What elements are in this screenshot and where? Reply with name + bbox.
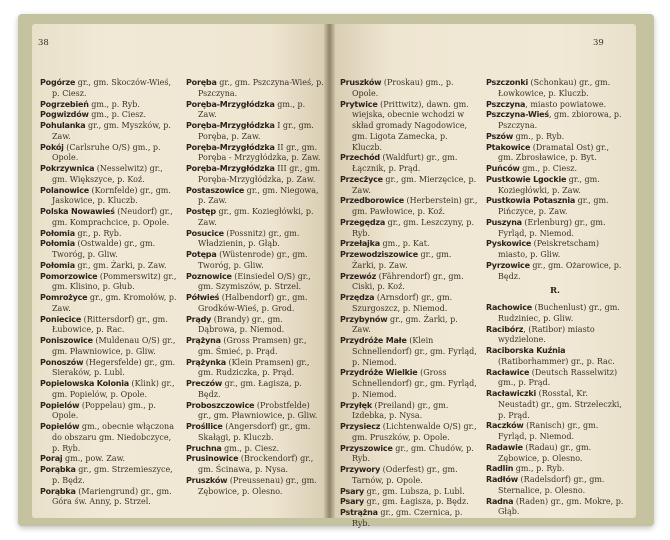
entry-name: Prusinowice <box>186 454 239 464</box>
column-2 <box>186 78 324 497</box>
entry-details: gr., gm. Skoczów-Wieś, p. Ciesz. <box>52 78 172 98</box>
entry-details: (Gross Schnellendorf) gr., gm. Fyrląd, p. Niemod. <box>352 368 477 399</box>
gazetteer-entry <box>186 336 324 358</box>
entry-name: Postęp <box>186 207 216 216</box>
gazetteer-entry <box>186 186 324 208</box>
gazetteer-entry <box>40 239 178 261</box>
gazetteer-entry <box>486 464 624 475</box>
entry-details: II gr., gm. Poręba - Mrzygłódzka, p. Zaw. <box>198 142 321 163</box>
gazetteer-entry <box>40 110 178 121</box>
entry-name: Poraj <box>40 454 63 464</box>
entry-name: Połomia <box>40 260 75 270</box>
gazetteer-entry <box>486 368 624 390</box>
gazetteer-entry <box>40 100 178 111</box>
entry-name: Pohulanka <box>40 121 86 130</box>
entry-name: Racławiczki <box>486 389 537 398</box>
entry-name: Pszów <box>486 131 514 141</box>
entry-details: (Oderfest) gr., gm. Tarnów, p. Opole. <box>352 465 458 485</box>
gazetteer-entry <box>186 143 324 165</box>
entry-details: (Radelsdorf) gr., gm. Sternalice, p. Olesno. <box>498 475 605 495</box>
entry-details: (Muldenau O/S) gr., gm. Pławniowice, p. Gliw. <box>52 336 176 356</box>
gazetteer-entry <box>340 368 478 400</box>
entry-name: Pomrożyce <box>40 293 88 302</box>
entry-details: gr., gm. Myszków, p. Zaw. <box>52 121 171 141</box>
entry-details: (Rosstal, Kr. Neustadt) gr., gm. Strzeleczki, p. Prąd. <box>498 389 622 420</box>
gazetteer-entry <box>40 207 178 229</box>
entry-name: Połomia <box>40 239 75 249</box>
gazetteer-entry <box>340 315 478 337</box>
entry-details: , (Ratibor) miasto wydzielone. <box>498 324 595 345</box>
entry-name: Radłów <box>486 475 518 484</box>
entry-details: , miasto powiatowe. <box>525 99 607 109</box>
entry-name: Półwieś <box>186 293 220 302</box>
gazetteer-entry <box>40 358 178 380</box>
entry-name: Pomorzowice <box>40 271 98 281</box>
entry-details: (Dramatal Ost) gr., gm. Zbrosławice, p. Byt. <box>498 142 610 163</box>
entry-details: gm., p. Ryb. <box>88 99 140 109</box>
entry-details: (Preussenau) gr., gm. Zębowice, p. Olesno. <box>198 475 317 496</box>
entry-name: Prążyna <box>186 336 221 345</box>
gazetteer-entry <box>186 100 324 122</box>
entry-name: Przewodziszowice <box>340 250 418 259</box>
gazetteer-entry <box>486 443 624 465</box>
entry-name: Przędza <box>340 293 375 302</box>
gazetteer-entry <box>40 121 178 143</box>
gazetteer-entry <box>40 422 178 454</box>
entry-name: Przełajka <box>340 239 380 249</box>
entry-details: (Nesselwitz) gr., gm. Większyce, p. Koź. <box>52 164 163 184</box>
entry-details: gm., p. Ryb. <box>513 464 565 474</box>
entry-details: gr., gm. Lubsza, p. Lubl. <box>364 486 465 496</box>
entry-name: Poręba-Mrzygłódzka <box>186 164 275 173</box>
entry-name: Porąbka <box>40 486 76 496</box>
gazetteer-entry <box>40 315 178 337</box>
entry-name: Przysiecz <box>340 422 381 431</box>
entry-name: Przydróże Małe <box>340 336 407 345</box>
entry-details: (Deutsch Rasselwitz) gm., p. Prąd. <box>498 367 618 388</box>
entry-name: Przegędza <box>340 217 386 227</box>
entry-details: (Peiskretscham) miasto, p. Gliw. <box>498 239 600 259</box>
gazetteer-entry <box>186 272 324 294</box>
gazetteer-entry <box>486 132 624 143</box>
gazetteer-entry <box>40 229 178 240</box>
entry-name: Pokrzywnica <box>40 164 95 173</box>
gazetteer-entry <box>486 143 624 165</box>
gazetteer-entry <box>340 293 478 315</box>
entry-details: I gr., gm. Poręba, p. Zaw. <box>198 121 314 141</box>
entry-name: Puńców <box>486 164 520 173</box>
entry-name: Przecżyce <box>340 174 383 184</box>
entry-details: , gm. zbiorowa, p. Pszczyna. <box>498 110 622 130</box>
entry-details: (Ranisch) gr., gm. Fyrląd, p. Niemod. <box>498 421 599 441</box>
entry-name: Pruszków <box>340 78 382 87</box>
entry-details: (Kornfelde) gr., gm. Jaskowice, p. Kluczb. <box>52 185 171 206</box>
entry-name: Polska Nowawieś <box>40 207 115 216</box>
gazetteer-entry <box>186 250 324 272</box>
gazetteer-entry <box>186 207 324 229</box>
entry-name: Przyszowice <box>340 443 393 453</box>
entry-details: (Radau) gr., gm. Zębowice, p. Olesno. <box>498 442 592 463</box>
entry-details: gm., pow. Zaw. <box>62 454 126 464</box>
gazetteer-entry <box>40 164 178 186</box>
entry-name: Przedborowice <box>340 196 404 206</box>
entry-details: gm., p. Zaw. <box>198 99 306 120</box>
entry-details: (Prittwitz), dawn. gm. wiejska, obecnie wchodzi w skład gromady Nagodowice, gm. Ligota Zamecka, p. Kluczb. <box>352 99 469 152</box>
entry-details: (Brandy) gr., gm. Dąbrowa, p. Niemod. <box>198 314 285 335</box>
entry-details: gm., p. Ciesz. <box>221 443 280 453</box>
entry-details: (Ostwalde) gr., gm. Tworóg, p. Gliw. <box>52 239 156 259</box>
gazetteer-entry <box>40 336 178 358</box>
entry-details: (Gross Pramsen) gr., gm. Śmieć, p. Prąd. <box>198 336 307 356</box>
entry-name: Poręba <box>186 78 217 87</box>
entry-name: Radna <box>486 496 514 506</box>
gazetteer-entry <box>40 487 178 509</box>
gazetteer-entry <box>486 218 624 240</box>
gazetteer-entry <box>186 454 324 476</box>
gazetteer-entry <box>486 100 624 111</box>
entry-name: Psary <box>340 486 365 496</box>
entry-details: (Rittersdorf) gr., gm. Łubowice, p. Rac. <box>52 314 168 335</box>
entry-details: gr., gm. Żarki, p. Zaw. <box>352 250 452 270</box>
entry-details: (Possnitz) gr., gm. Władzienin, p. Głąb. <box>198 228 300 249</box>
entry-details: (Raden) gr., gm. Mokre, p. Głąb. <box>498 496 624 517</box>
gazetteer-entry <box>186 444 324 455</box>
entry-details: (Ratiborhammer) gr., p. Rac. <box>498 356 615 366</box>
entry-name: Puszyna <box>486 217 522 227</box>
entry-name: Racibórz <box>486 324 524 334</box>
entry-name: Racławice <box>486 367 530 377</box>
entry-name: Posucice <box>186 228 224 238</box>
gazetteer-entry <box>186 401 324 423</box>
entry-name: Pruchna <box>186 443 222 453</box>
gazetteer-entry <box>340 175 478 197</box>
entry-details: (Fährendorf) gr., gm. Ciski, p. Koź. <box>352 271 464 292</box>
entry-details: gm., p. Ryb. <box>513 131 565 141</box>
entry-name: Popielowska Kolonia <box>40 379 129 388</box>
entry-name: Postaszowice <box>186 185 245 195</box>
entry-name: Pszczyna <box>486 99 526 109</box>
gazetteer-entry <box>486 346 624 368</box>
gazetteer-entry <box>40 293 178 315</box>
entry-details: (Arnsdorf) gr., gm. Szurgoszcz, p. Niemod. <box>352 293 453 313</box>
entry-details: (Einsiedel O/S) gr., gm. Szymiszów, p. Strzel. <box>198 271 311 292</box>
entry-name: Przechód <box>340 153 380 163</box>
entry-details: (Probstfelde) gr., gm. Pławniowice, p. Gliw. <box>198 400 318 421</box>
column-4 <box>486 78 624 518</box>
entry-details: gr., gm. Niegowa, p. Zaw. <box>198 185 319 206</box>
gazetteer-entry <box>486 239 624 261</box>
gazetteer-entry <box>40 261 178 272</box>
entry-details: gr., gm. Strzemieszyce, p. Będz. <box>52 465 173 485</box>
entry-name: Radawie <box>486 442 523 452</box>
entry-details: (Carlsruhe O/S) gm., p. Opole. <box>52 142 161 163</box>
entry-name: Porąbka <box>40 465 76 474</box>
entry-name: Pruszków <box>186 475 228 485</box>
book-gutter <box>324 24 335 518</box>
gazetteer-entry <box>340 497 478 508</box>
entry-name: Prytwice <box>340 99 378 109</box>
entry-name: Radlin <box>486 464 514 474</box>
entry-details: gr., p. Ryb. <box>74 228 122 238</box>
entry-details: (Hegersfelde) gr., gm. Sieraków, p. Lubl. <box>52 357 176 378</box>
gazetteer-entry <box>340 272 478 294</box>
entry-details: (Neudorf) gr., gm. Komprachcice, p. Opole. <box>52 207 173 227</box>
entry-details: gr., gm. Pszczyna-Wieś, p. Pszczyna. <box>198 78 324 98</box>
gazetteer-entry <box>340 218 478 240</box>
entry-name: Poniecice <box>40 314 82 324</box>
gazetteer-entry <box>186 293 324 315</box>
entry-details: (Klein Schnellendorf) gr., gm. Fyrląd, p. Niemod. <box>352 336 477 367</box>
column-1 <box>40 78 178 508</box>
entry-details: gm., obecnie włączona do obszaru gm. Niedobczyce, p. Ryb. <box>52 422 174 453</box>
entry-details: (Angersdorf) gr., gm. Skałągi, p. Kluczb. <box>198 422 311 442</box>
entry-name: Ptakowice <box>486 142 531 152</box>
entry-name: Pyskowice <box>486 239 532 249</box>
entry-details: (Erlenburg) gr., gm. Fyrląd, p. Niemod. <box>498 217 606 238</box>
gazetteer-entry <box>486 497 624 519</box>
gazetteer-entry <box>40 78 178 100</box>
entry-details: (Poppelau) gm., p. Opole. <box>52 400 156 421</box>
entry-details: (Waldfurt) gr., gm. Łącznik, p. Prąd. <box>352 153 458 173</box>
entry-name: Pustkowia Potasznia <box>486 196 576 206</box>
gazetteer-entry <box>40 186 178 208</box>
entry-name: Pszczonki <box>486 78 528 87</box>
entry-details: gr., gm. Chudów, p. Ryb. <box>352 443 474 464</box>
gazetteer-entry <box>186 422 324 444</box>
gazetteer-entry <box>186 315 324 337</box>
gazetteer-entry <box>486 475 624 497</box>
gazetteer-entry <box>186 78 324 100</box>
gazetteer-entry <box>40 143 178 165</box>
gazetteer-entry <box>340 196 478 218</box>
entry-details: gr., gm. Łagisza, p. Będz. <box>364 497 469 507</box>
entry-name: Przewóz <box>340 271 377 281</box>
entry-name: Pogrzebień <box>40 99 89 109</box>
entry-name: Rachowice <box>486 303 532 312</box>
gazetteer-entry <box>340 153 478 175</box>
gazetteer-entry <box>486 325 624 347</box>
entry-name: Preczów <box>186 379 223 388</box>
entry-name: Popielów <box>40 400 80 410</box>
section-letter: R. <box>549 286 561 297</box>
gazetteer-entry <box>186 121 324 143</box>
gazetteer-entry <box>186 379 324 401</box>
entry-details: gr., gm. Łagisza, p. Będz. <box>198 379 302 399</box>
gazetteer-entry <box>186 229 324 251</box>
entry-name: Pogwizdów <box>40 110 89 120</box>
entry-details: (Klink) gr., gm. Popielów, p. Opole. <box>52 379 175 399</box>
entry-name: Polanowice <box>40 185 89 195</box>
entry-name: Pogórze <box>40 78 76 87</box>
gazetteer-entry <box>40 465 178 487</box>
entry-details: (Pommerswitz) gr., gm. Klisino, p. Głub. <box>52 271 177 292</box>
entry-details: gr., gm. Koziegłówki, p. Zaw. <box>498 174 600 195</box>
gazetteer-entry <box>340 336 478 368</box>
gazetteer-entry <box>486 261 624 283</box>
entry-name: Pokój <box>40 142 64 152</box>
entry-name: Raciborska Kuźnia <box>486 346 566 355</box>
gazetteer-entry <box>340 487 478 498</box>
entry-details: gr., gm. Leszczyny, p. Ryb. <box>352 217 475 238</box>
entry-name: Pszczyna-Wieś <box>486 110 549 120</box>
gazetteer-entry <box>340 239 478 250</box>
entry-details: (Lichtenwalde O/S) gr., gm. Pruszków, p. Opole. <box>352 422 477 442</box>
gazetteer-entry <box>40 272 178 294</box>
gazetteer-entry <box>486 175 624 197</box>
entry-name: Poniszowice <box>40 336 93 345</box>
entry-details: (Buchenlust) gr., gm. Rudziniec, p. Gliw. <box>498 303 620 323</box>
entry-details: gr., gm. Kromołów, p. Zaw. <box>52 293 177 313</box>
gazetteer-entry <box>40 454 178 465</box>
gazetteer-entry <box>486 164 624 175</box>
column-3 <box>340 78 478 530</box>
entry-name: Popielów <box>40 422 80 431</box>
entry-name: Przydróże Wielkie <box>340 368 418 378</box>
entry-details: gr., gm. Czernica, p. Ryb. <box>352 508 463 528</box>
entry-name: Poznowice <box>186 271 232 281</box>
entry-details: (Preiland) gr., gm. Izdebka, p. Nysa. <box>352 400 449 421</box>
entry-name: Przywory <box>340 465 381 474</box>
gazetteer-entry <box>40 401 178 423</box>
entry-name: Połomia <box>40 228 75 238</box>
entry-details: (Schonkau) gr., gm. Łowkowice, p. Kluczb. <box>498 78 611 98</box>
gazetteer-entry <box>340 465 478 487</box>
entry-name: Prążynka <box>186 357 226 367</box>
entry-name: Pustkowie Lgockie <box>486 174 567 184</box>
left-page-number: 38 <box>38 38 49 48</box>
gazetteer-entry <box>340 250 478 272</box>
entry-details: gr., gm. Żarki, p. Zaw. <box>352 314 458 335</box>
gazetteer-entry <box>486 421 624 443</box>
entry-details: (Wüstenrode) gr., gm. Tworóg, p. Gliw. <box>198 250 308 270</box>
gazetteer-entry <box>340 422 478 444</box>
gazetteer-entry <box>186 164 324 186</box>
gazetteer-entry <box>486 78 624 100</box>
entry-name: Pstrążna <box>340 508 378 517</box>
entry-details: gm., p. Kat. <box>379 239 430 249</box>
entry-name: Poręba-Mrzygłódzka <box>186 142 275 152</box>
entry-details: (Herberstein) gr., gm. Pawłowice, p. Koź. <box>352 196 478 216</box>
gazetteer-entry <box>40 379 178 401</box>
gazetteer-entry <box>340 444 478 466</box>
gazetteer-entry <box>486 196 624 218</box>
gazetteer-entry <box>186 358 324 380</box>
entry-details: (Brockendorf) gr., gm. Ścinawa, p. Nysa. <box>198 454 314 474</box>
gazetteer-entry <box>340 78 478 100</box>
entry-name: Przybynów <box>340 314 388 324</box>
entry-name: Prądy <box>186 314 212 324</box>
gazetteer-entry <box>186 476 324 498</box>
gazetteer-entry <box>340 508 478 530</box>
entry-details: (Klein Pramsen) gr., gm. Rudziczka, p. Prąd. <box>198 357 310 378</box>
gazetteer-entry <box>486 303 624 325</box>
entry-details: III gr., gm. Poręba-Mrzygłódzka, p. Zaw. <box>198 164 321 184</box>
entry-details: gr., gm. Ożarowice, p. Będz. <box>498 260 622 281</box>
entry-details: gm., p. Ciesz. <box>88 110 147 120</box>
entry-details: gr., gm. Mierzęcice, p. Zaw. <box>352 174 477 195</box>
entry-name: Raczków <box>486 421 524 431</box>
gazetteer-entry <box>486 110 624 132</box>
entry-name: Potępa <box>186 250 217 259</box>
entry-details: gr., gm. Pińczyce, p. Zaw. <box>498 196 609 216</box>
entry-name: Psary <box>340 497 365 507</box>
gazetteer-entry <box>340 401 478 423</box>
entry-details: gr., gm. Koziegłówki, p. Zaw. <box>198 207 314 227</box>
entry-name: Pyrzowice <box>486 260 530 270</box>
gazetteer-entry <box>340 100 478 154</box>
entry-name: Poręba-Mrzygłódzka <box>186 99 275 109</box>
entry-details: (Mariengrund) gr., gm. Góra św. Anny, p. Strzel. <box>52 486 172 507</box>
right-page-number: 39 <box>593 38 604 48</box>
entry-details: (Halbendorf) gr., gm. Grodków-Wieś, p. Grod. <box>198 293 308 313</box>
entry-details: (Proskau) gm., p. Opole. <box>352 78 454 98</box>
entry-name: Proboszczowice <box>186 400 255 410</box>
gazetteer-entry <box>486 389 624 421</box>
entry-name: Prośllice <box>186 422 223 431</box>
entry-details: gr., gm. Żarki, p. Zaw. <box>74 260 167 270</box>
entry-details: gm., p. Ciesz. <box>519 164 578 173</box>
entry-name: Poręba-Mrzygłódzka <box>186 121 275 130</box>
entry-name: Przyłęk <box>340 400 372 410</box>
entry-name: Ponoszów <box>40 357 84 367</box>
